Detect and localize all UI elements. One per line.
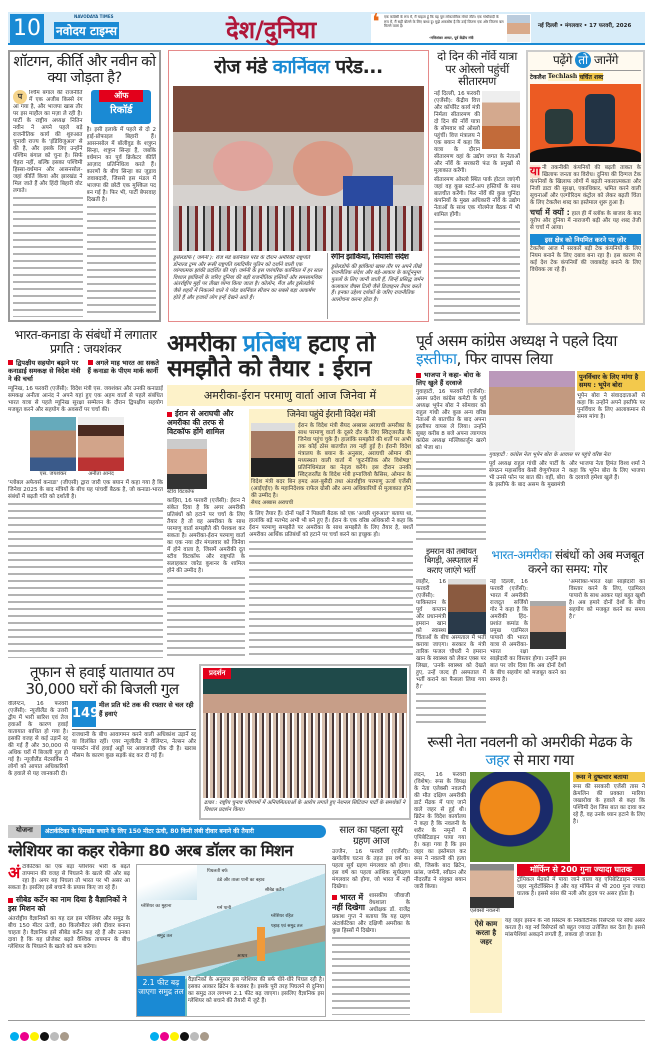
page-number: 10 [10, 14, 44, 43]
article-body: उज्जैन, 16 फरवरी (एजेंसी): खगोलीय घटना के तहत इस वर्ष का पहला सूर्य ग्रहण मंगलवार को होगा। इस वर्ष का पहला आंशिक सूर्यग्रहण मंगलवार को होगा, जो भारत में नहीं दिखेगा। [332, 849, 410, 890]
headline: तूफान से हवाई यातायात ठप 30,000 घरों की बिजली गुल [25, 664, 179, 698]
article-body: नई दिल्ली, 16 फरवरी (एजेंसी): भारत में अमरीकी राजदूत सर्जियो गोर ने कहा है कि अमरीकी हिंद-प्रशांत कमांड के प्रमुख एडमिरल पापारो की भारत यात्रा से अमरीका-भारत रक्षा साझेदारी का विस्तार होगा। उन्होंने इस बात पर जोर दिया कि अब दोनों देशों के बीच सहयोग को मजबूत करने का समय है। [490, 579, 566, 683]
diagram-label: ग्लेशियर का मुहाना [141, 904, 172, 909]
how-body: यह जहर इंसान के नर्व सिस्टम के निकोटिनिक रिसेप्टर्स पर सीधे असर करता है। यह नर्व रिसेप्टर्स को बहुत ज्यादा उत्तेजित कर देता है। इससे मांसपेशियां अकड़ने लगती हैं, लकवा हो जाता है। [505, 917, 645, 938]
headline: इमरान की तबीयत बिगड़ी, अस्पताल में कराए जाएंगे भर्ती [424, 548, 478, 576]
sitharaman-photo [482, 91, 520, 149]
dropcap: प [13, 90, 27, 104]
article-body: नई दिल्ली, 16 फरवरी (एजेंसी): केंद्रीय वित्त और कॉर्पोरेट कार्य मंत्री निर्मला सीतारमण की दो दिन की नॉर्वे यात्रा के सोमवार को ओस्लो पहुंचीं। वित्त मंत्रालय ने एक बयान में कहा कि यात्रा के दौरान सीतारमण वहां के उद्योग जगत के नेताओं और नॉर्वे के सरकारी फंड के प्रमुखों से मुलाकात करेंगी। [434, 90, 520, 174]
stat-text: मील प्रति घंटे तक की रफ्तार से चल रही हैं हवाएं [99, 701, 194, 718]
why-in-news: चर्चा में क्यों : हाल ही में ब्लॉक के बाजार के बाद यूरोप और दुनिया में नाराजगी बढ़ी और यह शब्द तेजी से चर्चा में आया। [530, 208, 642, 232]
article-body: गुवाहाटी, 16 फरवरी (एजेंसी): असम प्रदेश कांग्रेस कमेटी के पूर्व अध्यक्ष भूपेन बोरा ने सोमवार को राहुल गांधी और कुछ अन्य वरिष्ठ नेताओं से बातचीत के बाद अपना इस्तीफा वापस ले लिया। उन्होंने सुबह करीब 8 बजे अपना त्यागपत्र कांग्रेस अध्यक्ष मल्लिकार्जुन खरगे को भेजा था। [416, 389, 486, 451]
color-registration-marks [150, 1026, 210, 1045]
stat-number: 149 [72, 701, 96, 727]
assam-article [416, 332, 645, 544]
article-body-2: के लिए तैयार हैं। दोनों पक्षों ने पिछली बैठक को एक 'अच्छी शुरुआत' बताया था, हालांकि बड़े मतभेद अभी भी बने हुए हैं। ईरान के एक वरिष्ठ अधिकारी ने कहा कि ईरान परमाणु समझौते पर अमरीका के साथ समझौते के लिए तैयार है, बशर्ते अमरीका आर्थिक प्रतिबंधों को हटाने पर चर्चा करने का इच्छुक हो। [249, 511, 413, 539]
diagram-label: गर्म पानी [217, 906, 232, 911]
frog-photo [470, 772, 570, 862]
section-title: देश/दुनिया [226, 16, 317, 44]
bullet-2: अगले माह भारत आ सकते हैं कनाडा के पीएम मार्क कार्नी [87, 358, 159, 375]
article-body-2: है। इसी इलाके में पहले से दो 2 हाई-प्रोफाइल बिहारी हैं। आसनसोल में बॉलीवुड के शत्रुघ्न सिन्हा, शत्रुघ्न सिन्हा हैं, जबकि वर्धमान का पूर्व क्रिकेटर कीर्ति आज़ाद प्रतिनिधित्व करते हैं। कारणों के बीच सिन्हा का जुड़ाव जवाबदारी, जिससे इस मंडल में भाजपा की छोटी एक मुश्किल पद बन गई है। फिर भी, पार्टी बेपरवाह दिखती है। [86, 126, 156, 203]
article-body: वेलिंग्टन, 16 फरवरी (एजेंसी): न्यूजीलैंड के उत्तरी द्वीप में भारी बारिश एवं तेज हवाओं के कारण हवाई यातायात बाधित हो गया है। इसकी वजह से कई उड़ानें रद्द की गई हैं और 30,000 से अधिक घरों में बिजली गुल हो गई है। न्यूजीलैंड मेटसर्विस ने लोगों को आपात अधिकारियों के हवाले से यह जानकारी दी। [8, 701, 68, 777]
regulation-body: टेकलैश आज में सरकारें बड़ी टेक कंपनियों के लिए नियम बनाने के लिए दबाव बना रहा है। इस कारण से कई देश टेक कंपनियों की जवाबदेह बनाने के लिए विधेयक ला रहे हैं। [530, 246, 641, 274]
headline: अमरीका प्रतिबंध हटाए तो समझौते को तैयार : ईरान [167, 332, 375, 382]
sub-body: डुसेलडोर्फ की झांकियां खास तौर पर अपने तीखे राजनीतिक संदेश और बड़े-आकार के कार्टूननुमा पुतलों के लिए जानी जाती हैं, जिन्हें प्रसिद्ध जर्मन कलाकार जैक्स टिली जैसे डिजाइनर तैयार करते हैं। इनका उद्देश्य दर्शकों के जरिए राजनीतिक आलोचना करना होता है। [331, 263, 424, 303]
diagram-label: सीबेड कर्टेन [265, 888, 284, 893]
imran-article [416, 548, 486, 726]
article-body-2: राजधानी के बीच आवागमन करने वाली अधिकांश उड़ानें रद्द या विलंबित रहीं। एयर न्यूजीलैंड ने वेलिंग्टन, नेल्सन और पामर्स्टन नॉर्थ हवाई अड्डों पर आवाजाही रोक दी है। खराब मौसम के कारण कुछ सड़कें बंद कर दी गई हैं। [72, 732, 196, 759]
quote-text: एक कांग्रेसी के रूप में, मैं चाहता हूं कि यह पूरा लोकतांत्रिक मोर्चा जीते। एक गांधीवादी के रूप में, मैं सही बोलने के लिए बाध्य हूं। मुझे अफसोस है कि उन्हें जितना एक ओर जितना बल मिलने वाला है। [384, 15, 504, 29]
term-body: या नी तकनीकी कंपनियों की बढ़ती ताकत के खिलाफ जनता का विरोध। दुनिया की दिग्गज टेक कंपनियों के खिलाफ लोगों में बढ़ती नकारात्मकता और निजी डाटा की सुरक्षा, एकाधिकार, भ्रमित करने वाली सूचनाओं और एल्गोरिदम कंट्रोल को लेकर बढ़ती चिंता के लिए टेकलैश शब्द का इस्तेमाल शुरू हुआ है। [530, 164, 641, 207]
box-title: जिनेवा पहुंचे ईरानी विदेश मंत्री [286, 410, 376, 420]
stat-box [72, 701, 196, 730]
sea-level-stat: 2.1 फीट बढ़ जाएगा समुद्र तल [137, 976, 185, 1016]
diagram-label: आधार [237, 954, 248, 959]
sub-article [327, 253, 424, 319]
bora-photo [489, 371, 575, 451]
imran-photo [448, 579, 486, 634]
how-label: ऐसे काम करता है जहर [470, 918, 502, 1013]
off-record-badge: ऑफ रिकॉर्ड [91, 90, 151, 124]
protest-label: प्रदर्शन [203, 668, 231, 679]
headline: पूर्व असम कांग्रेस अध्यक्ष ने पहले दिया इस्तीफा, फिर वापस लिया [416, 332, 617, 368]
protest-photo-box [199, 664, 411, 820]
side-body: रूस की सरकारी एजेंसी तास ने क्रेमलिन की प्रवक्ता मारिया जखारोवा के हवाले से कहा कि पश्चिमी देश जिस बात का दावा कर रहे हैं, वह उनके ध्यान हटाने के लिए है। [573, 784, 645, 825]
geneva-box: जिनेवा पहुंचे ईरानी विदेश मंत्री ईरान के विदेश मंत्री सैयद अब्बास अराघची अमरीका के साथ परमाणु वार्ता के दूसरे दौर के लिए स्विट्जरलैंड के जिनेवा पहुंच चुके हैं। हालांकि समझौते की शर्तों पर अभी तक कोई ठोस बातचीत तय नहीं हुई है। ईरानी विदेश मंत्रालय के बयान के अनुसार, अराघची ओमान की मध्यस्थता वाली वार्ता में 'कूटनीतिक और विशेषज्ञ' प्रतिनिधिमंडल का नेतृत्व करेंगे। इस दौरान उनकी स्विट्जरलैंड के विदेश मंत्री इग्नाजियो कैसिस, ओमान के विदेश मंत्री बदर बिन हमद अल-बुसैदी तथा अंतर्राष्ट्रीय परमाणु ऊर्जा एजेंसी (आईएईए) के महानिदेशक राफेल ग्रोसी और अन्य अधिकारियों से मुलाकात होने की उम्मीद है। सैयद अब्बास अराघची के लिए तैयार हैं। दोनों पक्षों ने पिछली बैठक को एक 'अच्छी शुरुआत' बताया था, हालांकि बड़े मतभेद अभी भी बने हुए हैं। ईरान के एक वरिष्ठ अधिकारी ने कहा कि ईरान परमाणु समझौते पर अमरीका के साथ समझौते के लिए तैयार है, बशर्ते अमरीका आर्थिक प्रतिबंधों को हटाने पर चर्चा करने का इच्छुक हो। [249, 409, 413, 660]
article-body-2: अंतर्राष्ट्रीय वैज्ञानिकों का यह दल इस ग्लेशियर और समुद्र के बीच 150 मीटर ऊंची, 80 किलोमीटर लंबी दीवार बनाना चाहता है। वैज्ञानिक इसे सीबेड कर्टेन कह रहे हैं और उनका दावा है कि यह प्रोजेक्ट बढ़ते वैश्विक तापमान के बीच ग्लेशियर के पिघलने के खतरे को कम करेगा। [8, 916, 130, 950]
stat-body: वैज्ञानिकों के अनुसार इस ग्लेशियर की बर्फ धीरे-धीरे पिघल रही है। इसका आकार ब्रिटेन के बराबर है। इसके पूरी तरह पिघलने से दुनिया का समुद्र तल लगभग 2.1 फीट बढ़ जाएगा। इसलिए वैज्ञानिक इस ग्लेशियर को बचाने की तैयारी में जुटे हैं। [187, 976, 325, 1016]
strap-label: योजना [8, 825, 41, 838]
diagram-label: समुद्र तल [157, 934, 173, 939]
quote-author: -मणिशंकर अय्यर, पूर्व केंद्रीय मंत्री [429, 36, 474, 40]
bullet: ईरान से अराघची और अमरीका की तरफ से विटकॉफ होंगे शामिल [167, 409, 234, 436]
quote-author-photo [507, 15, 530, 42]
quote-box [371, 10, 531, 43]
protest-photo [203, 668, 407, 798]
araghchi-photo [251, 423, 295, 477]
iran-article [167, 332, 413, 660]
color-registration-marks [10, 1026, 70, 1045]
bullet-1: द्विपक्षीय सहयोग बढ़ाने पर कनाडाई समकक्ष से विदेश मंत्री ने की चर्चा [8, 358, 81, 383]
headline: शॉटगन, कीर्ति और नवीन को क्या जोड़ता है? [13, 54, 156, 86]
bullet: सीबेड कर्टेन का नाम दिया है वैज्ञानिकों ने इस मिशन को [8, 895, 127, 913]
norway-article [434, 50, 520, 325]
sub-headline: रंगीन झांकियां, सियासी संदेश [331, 253, 409, 261]
morphine-band: मॉर्फिन से 200 गुना ज्यादा घातक [517, 864, 645, 876]
box-body: ईरान के विदेश मंत्री सैयद अब्बास अराघची अमरीका के साथ परमाणु वार्ता के दूसरे दौर के लिए स्विट्जरलैंड के जिनेवा पहुंच चुके हैं। हालांकि समझौते की शर्तों पर अभी तक कोई ठोस बातचीत तय नहीं हुई है। ईरानी विदेश मंत्रालय के बयान के अनुसार, अराघची ओमान की मध्यस्थता वाली वार्ता में 'कूटनीतिक और विशेषज्ञ' प्रतिनिधिमंडल का नेतृत्व करेंगे। इस दौरान उनकी स्विट्जरलैंड के विदेश मंत्री इग्नाजियो कैसिस, ओमान के विदेश मंत्री बदर बिन हमद अल-बुसैदी तथा अंतर्राष्ट्रीय परमाणु ऊर्जा एजेंसी (आईएईए) के महानिदेशक राफेल ग्रोसी और अन्य अधिकारियों से मुलाकात होने की उम्मीद है। [251, 422, 411, 499]
headline: रोज मंडे कार्निवल परेड... [214, 57, 383, 78]
strap: अमरीका-ईरान परमाणु वार्ता आज जिनेवा में [167, 385, 413, 406]
navalny-photo [470, 864, 514, 908]
bullet: भारत में नहीं दिखेगा [332, 893, 365, 912]
gor-article [490, 548, 645, 726]
side-body: भूपेन बोरा ने संवाददाताओं से कहा कि उन्होंने अपने इस्तीफे पर पुनर्विचार के लिए आलाकमान से समय मांगा है। [577, 393, 645, 420]
regulation-label: इस क्षेत्र को नियमित करने पर ज़ोर [530, 234, 641, 245]
glacier-strap [8, 825, 326, 838]
quote-mark-icon: ❛ [372, 10, 380, 35]
navalny-article [414, 733, 645, 1013]
gor-photo [530, 601, 566, 649]
headline: भारत-अमरीका संबंधों को अब मजबूत करने का समय: गोर [491, 548, 644, 576]
masthead [8, 12, 645, 45]
glacier-headline: ग्लेशियर का कहर रोकेगा 80 अरब डॉलर का मिशन [8, 841, 293, 860]
page-bottom-rule [8, 1020, 645, 1021]
article-body: काहिरा, 16 फरवरी (एजेंसी): ईरान ने संकेत दिया है कि अगर अमरीकी प्रतिबंधों को हटाने पर चर्चा के लिए तैयार है तो वह अमरीका के साथ परमाणु वार्ता समझौते की पेशकश कर सकता है। अमरीका-ईरान परमाणु वार्ता का एक नया दौर मंगलवार को जिनेवा में होने वाला है, जिसमें अमरीकी दूत स्टीव विटकॉफ और राष्ट्रपति के सलाहकार जारेड कुशनर के शामिल होने की उम्मीद है। [167, 497, 245, 574]
article-body: लाहौर, 16 फरवरी (एजेंसी): पाकिस्तान के पूर्व कप्तान और प्रधानमंत्री इमरान खान को स्वास्थ्य चिंताओं के बीच अस्पताल में भर्ती कराया जाएगा। सरकार के मंत्री तारिक फजल चौधरी ने इमरान खान के स्वास्थ्य को लेकर एक्स पर लिखा, 'उनके स्वास्थ्य को देखते हुए, उन्हें जल्द ही अस्पताल में भर्ती कराने का फैसला लिया गया है।' [416, 579, 486, 691]
storm-article [8, 664, 196, 819]
term-tags: टेकलैश Techlash चर्चित शब्द [530, 70, 641, 81]
diagram-label: ठंडे और ताजा पानी का बहाव [217, 878, 265, 883]
article-body-2: 'अमरीका-भारत रक्षा साझेदारी का विस्तार करने के लिए, एडमिरल पापारो के साथ आकर यहां बहुत खुशी है। अब हमारे दोनों देशों के बीच सहयोग को मजबूत करने का समय है।' [569, 579, 645, 620]
article-body: प श्चिम बंगाल की राजनीति में एक अजीब किस्से रंग आ गया है, और भाजपा खास तौर पर इस माहौल का मज़ा ले रही है। पार्टी के राष्ट्रीय अध्यक्ष नितिन नवीन ने अपने पहले बड़े राजनीतिक कार्य की शुरुआत चुनावी राज्य के 'इंडिविजुअल' से की है, और इसके लिए उन्होंने पश्चिम बंगाल को चुना है। सिर्फ चेहरा नहीं, बल्कि इसका पश्चिमी हिस्सा-वर्धमान और आसनसोल-जहां कीर्ति किया और झारखंड ने मिल जाते हैं और हिंदी बिहारी वोट लगाते। [13, 89, 83, 194]
headline: भारत-कनाडा के संबंधों में लगातार प्रगति : जयशंकर [14, 328, 157, 356]
jaishankar-photo: एस. जयशंकर [30, 417, 76, 478]
photo-caption: डुसेलडोर्फ ( जर्मनी ): रोज मंडे कार्निवल परेड के दौरान अमेरिकी राष्ट्रपति डोनाल्ड ट्रम्प और रूसी राष्ट्रपति व्लादिमीर पुतिन को दर्शाने वाली एक व्यंग्यात्मक झांकी प्रदर्शित की गई। जर्मनी के इस पारंपरिक कार्निवल में हर साल विशाल झांकियों के जरिए दुनिया की बड़ी राजनीतिक हस्तियों और समसामयिक अंतर्राष्ट्रीय मुद्दों पर तीखा व्यंग्य किया जाता है। कोलोन, मैंज और डुसेलडोर्फ जैसे शहरों में निकलने वाले ये परेड कार्निवल सीजन का सबसे बड़ा आकर्षण होते हैं और हजारों लोग इन्हें देखने आते हैं। [173, 255, 323, 301]
techlash-illustration [530, 84, 641, 162]
photo-caption: ढाका : राष्ट्रीय चुनाव परिणामों में अनियमितताओं के आरोप लगाते हुए नेशनल सिटिजन पार्टी के समर्थकों ने विशाल प्रदर्शन किया। [204, 800, 406, 813]
paper-small-name: NAVODAYA TIMES [74, 14, 114, 19]
headline: दो दिन की नॉर्वे यात्रा पर ओस्लो पहुंचीं सीतारमण [437, 50, 517, 89]
headline: साल का पहला सूर्य ग्रहण आज [339, 825, 403, 847]
paper-logo: नवोदय टाइम्स [56, 24, 118, 38]
headline: रूसी नेता नवलनी को अमरीकी मेढक के जहर से मारा गया [427, 733, 632, 769]
dropcap: अं [8, 864, 21, 882]
strap-text: अंटार्कटिका के हिमखंड बचाने के लिए 150 मीटर ऊंची, 80 किमी लंबी दीवार बनाने की तैयारी [41, 825, 326, 838]
anand-photo: अनीता आनंद [78, 417, 124, 478]
article-body: लंदन, 16 फरवरी (विशेष): रूस के विपक्ष के नेता एलेक्सी नवलनी की मौत दक्षिण अमरीकी डार्ट मेंढक में पाए जाने वाले जहर से हुई थी। ब्रिटेन के विदेश कार्यालय ने कहा है कि नवलनी के शरीर के नमूनों में एपिबेटिडाइन पाया गया है। कहा गया है कि इस जहर का इस्तेमाल कर रूस ने नवलनी की हत्या की, जिसके बाद ब्रिटेन, फ्रांस, जर्मनी, स्वीडन और नीदरलैंड ने संयुक्त बयान जारी किया। [414, 772, 466, 890]
bullet: भाजपा ने कहा- बोरा के लिए खुले हैं दरवाजे [416, 371, 481, 387]
diagram-label: पहाड़ एवं समुद्र तल [271, 924, 303, 929]
article-body-2: शासकीय जीवाजी वेधशाला के अधीक्षक डॉ. राजेंद्र प्रकाश गुप्त ने बताया कि यह ग्रहण अंटार्कटिका और दक्षिणी अमरीका के कुछ हिस्सों में दिखेगा। [332, 893, 410, 934]
carnival-photo [173, 86, 424, 251]
diagram-label: पिघलती बर्फ [207, 869, 228, 874]
glacier-text [8, 864, 130, 1017]
article-body: अंटार्कटिका का एक बड़ा ग्लेशियर भारी के बढ़ते तापमान की वजह से पिघलने के खतरे की ओर बढ़ रहा है। अगर यह पिघला तो भारत पर भी असर आ सकता है। इसलिए इसे बचाने के प्रयास किए जा रहे हैं। [8, 864, 130, 891]
article-body-2: सीतारमण ओस्लो स्थित पार्क होटल जाएंगी जहां वह कुछ स्टार्ट-अप हस्तियों के साथ बातचीत करेंगी। फिर नॉर्वे की कुछ चुनिंदा कंपनियों के मुख्य अधिकारी नॉर्वे के उद्योग नेताओं के साथ एक गोलमेज बैठक में भी शामिल होंगी। [434, 176, 520, 218]
iran-main-column: ईरान से अराघची और अमरीका की तरफ से विटकॉफ होंगे शामिल स्टीव विटकॉफ काहिरा, 16 फरवरी (एजेंसी): ईरान ने संकेत दिया है कि अगर अमरीकी प्रतिबंधों को हटाने पर चर्चा के लिए तैयार है तो वह अमरीका के साथ परमाणु वार्ता समझौते की पेशकश कर सकता है। अमरीका-ईरान परमाणु वार्ता का एक नया दौर मंगलवार को जिनेवा में होने वाला है, जिसमें अमरीकी दूत स्टीव विटकॉफ और राष्ट्रपति के सलाहकार जारेड कुशनर के शामिल होने की उम्मीद है। [167, 409, 245, 660]
box-title: पढ़ेंगे तो जानेंगे [553, 53, 618, 67]
diagram-label: ग्लेशियर रहित [271, 914, 294, 919]
carnival-article [168, 50, 429, 322]
glacier-diagram [136, 864, 326, 1017]
eclipse-article [332, 825, 410, 1015]
article-body-2: 'ग्लोबल अफेयर्स कनाडा' (जीएसी) द्वारा जारी एक बयान में कहा गया है कि जिनेवा 2025 के बाद मंत्रियों के बीच यह पांचवीं बैठक है, जो कनाडा-भारत संबंधों में बढ़ती गति को दर्शाती है। [8, 480, 163, 501]
photo-caption: गुवाहाटी : कांग्रेस नेता भूपेन बोरा के आवास पर पहुंचे वरिष्ठ नेता [489, 452, 611, 458]
glacier-article [8, 825, 326, 1017]
morphine-body: ट्रॉपिकल मेंढकों में पाया जाने वाला यह एपिबेटिडाइन नामक जहर न्यूरोटॉक्सिन है और यह मॉर्फिन से भी 200 गुना ज्यादा घातक है। इससे सांस की नली और हृदय पर असर होता है। [517, 877, 645, 897]
padhenge-box [526, 50, 645, 325]
russia-label: रूस ने दुष्प्रचार बताया [573, 772, 645, 782]
article-body-2: पूर्व अध्यक्ष राहुल गांधी और पार्टी के संगठन महासचिव केसी वेणुगोपाल ने भी उनसे फोन पर बात की। वहीं, बोरा के इस्तीफे के बाद असम के मुख्यमंत्री और भाजपा नेता हिमंत विश्व शर्मा ने कहा कि भूपेन बोरा के लिए भाजपा के दरवाजे हमेशा खुले हैं। [489, 460, 645, 488]
off-record-article [8, 50, 161, 322]
assam-label: पुनर्विचार के लिए मांगा है समय : भूपेन बोरा [577, 371, 645, 391]
navalny-caption: एलेक्सी नवलनी [470, 908, 500, 914]
canada-article [8, 328, 163, 658]
witkoff-photo [167, 439, 207, 489]
dateline: नई दिल्ली • मंगलवार • 17 फरवरी, 2026 [538, 23, 632, 29]
article-body: म्यूनिख, 16 फरवरी (एजेंसी): विदेश मंत्री एस. जयशंकर और उनकी कनाडाई समकक्ष अनीता आनंद ने अपने यहां हुए एक अहम वार्ता से पहले संबंधित भारत यात्रा से पहले म्यूनिख सुरक्षा सम्मेलन के दौरान द्विपक्षीय सहयोग मजबूत करने और सहयोग के अवसरों पर चर्चा की। [8, 385, 163, 413]
